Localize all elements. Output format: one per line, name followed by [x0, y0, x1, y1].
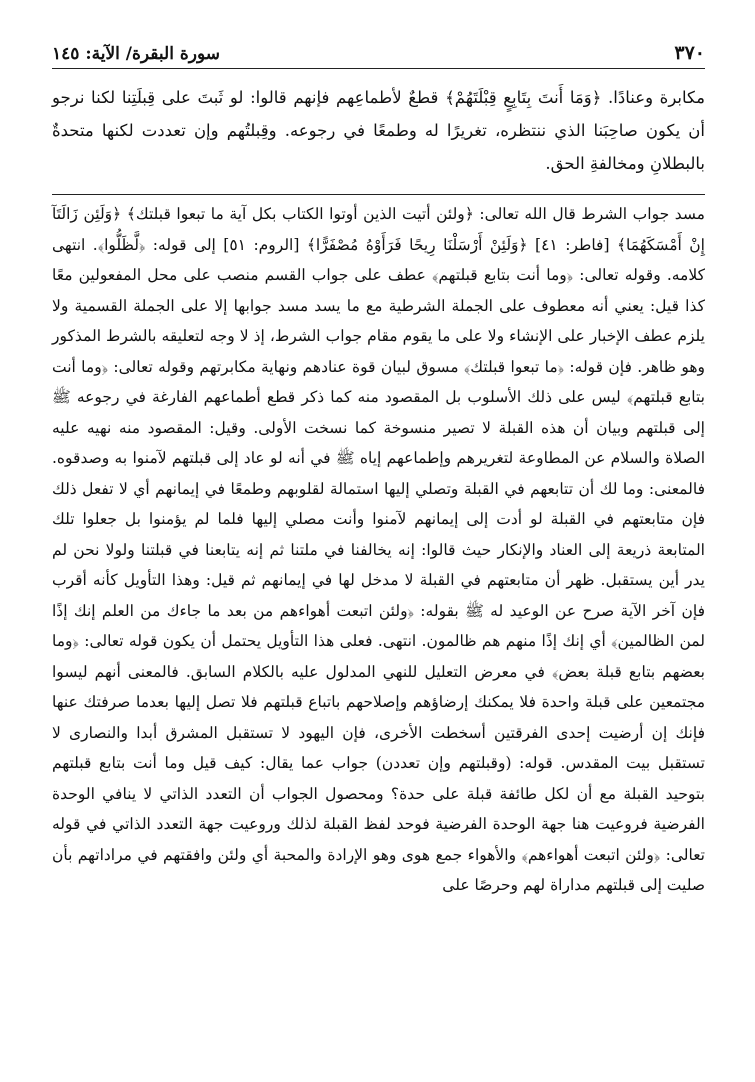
surah-reference: سورة البقرة/ الآية: ١٤٥ [52, 44, 220, 64]
page-number: ٣٧٠ [674, 42, 705, 64]
commentary-paragraph: مسد جواب الشرط قال الله تعالى: ﴿ولئن أتيت الذين أوتوا الكتاب بكل آية ما تبعوا قبلتك﴾ ﴿وَلَئِن زَالَتَآ إِنْ أَمْسَكَهُمَا﴾ [فاطر: ٤١] ﴿وَلَئِنْ أَرْسَلْنَا رِيحًا فَرَأَوْهُ مُصْفَرًّا﴾ [الروم: ٥١] إلى قوله: ﴿لَّظَلُّوا﴾. انتهى كلامه. وقوله تعالى: ﴿وما أنت بتابع قبلتهم﴾ عطف على جواب القسم منصب على محل المفعولين معًا كذا قيل: يعني أنه معطوف على الجملة الشرطية مع ما يسد مسد جوابها إلا على الجملة القسمية ولا يلزم عطف الإخبار على الإنشاء ولا على ما يقوم مقام جواب الشرط، إذ لا وجه لتعليقه بالشرط المذكور وهو ظاهر. فإن قوله: ﴿ما تبعوا قبلتك﴾ مسوق لبيان قوة عنادهم ونهاية مكابرتهم وقوله تعالى: ﴿وما أنت بتابع قبلتهم﴾ ليس على ذلك الأسلوب بل المقصود منه كما ذكر قطع أطماعهم الفارغة في رجوعه ﷺ إلى قبلتهم وبيان أن هذه القبلة لا تصير منسوخة كما نسخت الأولى. وقيل: المقصود منه نهيه عليه الصلاة والسلام عن المطاوعة لتغريرهم وإطماعهم إياه ﷺ في أنه لو عاد إلى قبلتهم لآمنوا به وصدقوه. فالمعنى: وما لك أن تتابعهم في القبلة وتصلي إليها استمالة لقلوبهم وطمعًا في إيمانهم أي لا تفعل ذلك فإن متابعتهم في القبلة لو أدت إلى إيمانهم لآمنوا وأنت مصلي إليها فلما لم يؤمنوا بل جعلوا تلك المتابعة ذريعة إلى العناد والإنكار حيث قالوا: إنه يخالفنا في ملتنا ثم إنه يتابعنا في قبلتنا ولولا نحن لم يدر أين يستقبل. ظهر أن متابعتهم في القبلة لا مدخل لها في إيمانهم ثم قيل: وهذا التأويل كأنه أقرب فإن آخر الآية صرح عن الوعيد له ﷺ بقوله: ﴿ولئن اتبعت أهواءهم من بعد ما جاءك من العلم إنك إذًا لمن الظالمين﴾ أي إنك إذًا منهم هم ظالمون. انتهى. فعلى هذا التأويل يحتمل أن يكون قوله تعالى: ﴿وما بعضهم بتابع قبلة بعض﴾ في معرض التعليل للنهي المدلول عليه بالكلام السابق. فالمعنى أنهم ليسوا مجتمعين على قبلة واحدة فلا يمكنك إرضاؤهم وإصلاحهم باتباع قبلتهم فلا تصل إليها بعدما صرفتك عنها فإنك إن أرضيت إحدى الفرقتين أسخطت الأخرى، فإن اليهود لا تستقبل المشرق أبدا والنصارى لا تستقبل بيت المقدس. قوله: (وقبلتهم وإن تعددن) جواب عما يقال: كيف قيل وما أنت بتابع قبلتهم بتوحيد القبلة مع أن لكل طائفة قبلة على حدة؟ ومحصول الجواب أن التعدد الذاتي لا ينافي الوحدة الفرضية فروعيت هنا جهة الوحدة الفرضية فوحد لفظ القبلة لذلك وروعيت جهة التعدد الذاتي في قوله تعالى: ﴿ولئن اتبعت أهواءهم﴾ والأهواء جمع هوى وهو الإرادة والمحبة أي ولئن وافقتهم في مراداتهم بأن صليت إلى قبلتهم مداراة لهم وحرصًا على [52, 205, 705, 894]
page-header [52, 38, 705, 69]
footnote-divider [52, 194, 705, 195]
main-paragraph: مكابرة وعنادًا. ﴿وَمَا أَنتَ بِتَابِعٍ قِبْلَتَهُمْ﴾ قطعٌ لأطماعِهم فإنهم قالوا: لو ثَبتَ على قِبلَتِنا لكنا نرجو أن يكون صاحِبَنا الذي ننتظره، تغريرًا له وطمعًا في رجوعه. وقِبلتُهم وإن تعددت لكنها متحدةٌ بالبطلانِ ومخالفةِ الحق. [52, 88, 705, 173]
main-text [52, 81, 705, 180]
commentary [52, 199, 705, 901]
